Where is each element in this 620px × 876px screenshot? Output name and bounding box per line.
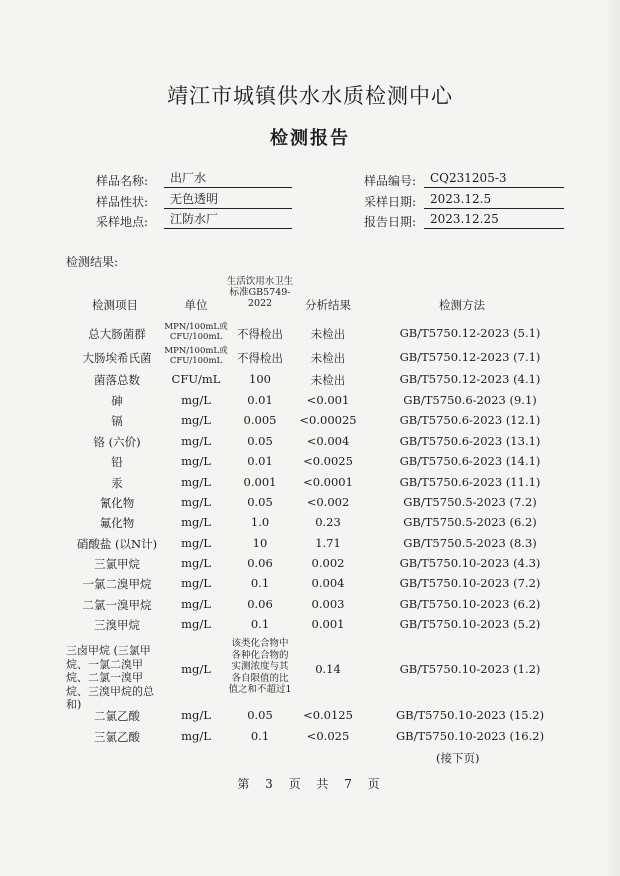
row-6-result: <0.0025 — [303, 454, 353, 468]
row-17-result: <0.025 — [306, 729, 350, 743]
row-0-item: 总大肠菌群 — [88, 327, 146, 341]
row-11-result: 0.002 — [311, 556, 345, 570]
row-8-result: <0.002 — [306, 495, 350, 509]
row-16-unit: mg/L — [181, 708, 211, 722]
row-2-result: 未检出 — [310, 373, 346, 387]
row-7-result: <0.0001 — [303, 475, 353, 489]
row-4-item: 镉 — [111, 414, 123, 428]
row-17-unit: mg/L — [181, 729, 211, 743]
row-15-unit: mg/L — [181, 662, 211, 676]
row-9-standard: 1.0 — [250, 515, 270, 529]
row-14-unit: mg/L — [181, 617, 211, 631]
row-15-item: 三卤甲烷 (三氯甲烷、一氯二溴甲烷、二氯一溴甲烷、三溴甲烷的总和) — [66, 644, 154, 711]
row-11-unit: mg/L — [181, 556, 211, 570]
header-unit: 单位 — [184, 298, 208, 312]
row-0-method: GB/T5750.12-2023 (5.1) — [399, 326, 541, 340]
row-10-standard: 10 — [252, 536, 268, 550]
row-13-method: GB/T5750.10-2023 (6.2) — [399, 597, 541, 611]
sample-no-label: 样品编号: — [363, 174, 416, 188]
row-6-item: 铅 — [111, 455, 123, 469]
report-date-label: 报告日期: — [363, 215, 416, 229]
row-1-standard: 不得检出 — [237, 351, 283, 365]
row-0-result: 未检出 — [310, 327, 346, 341]
row-7-item: 汞 — [111, 476, 123, 490]
page-number: 第 3 页 共 7 页 — [237, 777, 383, 791]
sampling-site-value: 江防水厂 — [164, 212, 292, 229]
row-5-item: 铬 (六价) — [93, 435, 141, 449]
row-11-standard: 0.06 — [247, 556, 273, 570]
row-13-item: 二氯一溴甲烷 — [82, 598, 152, 612]
row-16-standard: 0.05 — [247, 708, 273, 722]
row-5-method: GB/T5750.6-2023 (13.1) — [399, 434, 541, 448]
row-13-unit: mg/L — [181, 597, 211, 611]
row-8-method: GB/T5750.5-2023 (7.2) — [403, 495, 537, 509]
row-2-standard: 100 — [249, 372, 271, 386]
sampling-site-label: 采样地点: — [95, 215, 148, 229]
row-13-standard: 0.06 — [247, 597, 273, 611]
row-3-result: <0.001 — [306, 393, 350, 407]
row-15-standard: 该类化合物中各种化合物的实测浓度与其各自限值的比值之和不超过1 — [228, 638, 292, 695]
row-16-item: 二氯乙酸 — [94, 709, 140, 723]
row-10-unit: mg/L — [181, 536, 211, 550]
row-1-unit: MPN/100mL或CFU/100mL — [164, 346, 228, 366]
row-1-result: 未检出 — [310, 351, 346, 365]
row-9-method: GB/T5750.5-2023 (6.2) — [403, 515, 537, 529]
row-10-result: 1.71 — [315, 536, 341, 550]
row-15-method: GB/T5750.10-2023 (1.2) — [399, 662, 541, 676]
row-13-result: 0.003 — [311, 597, 345, 611]
sample-name-value: 出厂水 — [164, 171, 292, 188]
row-3-item: 砷 — [111, 394, 123, 408]
row-17-item: 三氯乙酸 — [94, 730, 140, 744]
row-1-method: GB/T5750.12-2023 (7.1) — [399, 350, 541, 364]
document-title: 检测报告 — [270, 128, 350, 149]
row-2-unit: CFU/mL — [171, 372, 221, 386]
header-method: 检测方法 — [439, 298, 485, 312]
sample-no-value: CQ231205-3 — [424, 171, 564, 188]
row-3-unit: mg/L — [181, 393, 211, 407]
row-10-method: GB/T5750.5-2023 (8.3) — [403, 536, 537, 550]
row-12-result: 0.004 — [311, 576, 345, 590]
row-4-result: <0.00025 — [299, 413, 357, 427]
row-11-method: GB/T5750.10-2023 (4.3) — [399, 556, 541, 570]
row-7-standard: 0.001 — [243, 475, 277, 489]
sample-name-label: 样品名称: — [95, 174, 148, 188]
header-item: 检测项目 — [92, 298, 138, 312]
row-9-unit: mg/L — [181, 515, 211, 529]
row-6-unit: mg/L — [181, 454, 211, 468]
row-12-method: GB/T5750.10-2023 (7.2) — [399, 576, 541, 590]
row-14-method: GB/T5750.10-2023 (5.2) — [399, 617, 541, 631]
row-7-method: GB/T5750.6-2023 (11.1) — [399, 475, 541, 489]
row-1-item: 大肠埃希氏菌 — [82, 351, 152, 365]
row-9-item: 氟化物 — [99, 516, 135, 530]
report-date-value: 2023.12.25 — [424, 212, 564, 229]
row-8-standard: 0.05 — [247, 495, 273, 509]
row-3-method: GB/T5750.6-2023 (9.1) — [403, 393, 537, 407]
row-5-result: <0.004 — [306, 434, 350, 448]
row-15-result: 0.14 — [315, 662, 341, 676]
row-17-method: GB/T5750.10-2023 (16.2) — [395, 729, 545, 743]
row-16-method: GB/T5750.10-2023 (15.2) — [395, 708, 545, 722]
row-12-standard: 0.1 — [250, 576, 270, 590]
row-2-method: GB/T5750.12-2023 (4.1) — [399, 372, 541, 386]
header-result: 分析结果 — [305, 298, 351, 312]
sample-nature-label: 样品性状: — [95, 195, 148, 209]
row-3-standard: 0.01 — [247, 393, 273, 407]
sampling-date-label: 采样日期: — [363, 195, 416, 209]
row-5-standard: 0.05 — [247, 434, 273, 448]
row-4-method: GB/T5750.6-2023 (12.1) — [399, 413, 541, 427]
row-11-item: 三氯甲烷 — [94, 557, 140, 571]
row-12-unit: mg/L — [181, 576, 211, 590]
row-0-standard: 不得检出 — [237, 327, 283, 341]
row-8-unit: mg/L — [181, 495, 211, 509]
sample-nature-value: 无色透明 — [164, 192, 292, 209]
row-14-standard: 0.1 — [250, 617, 270, 631]
row-4-standard: 0.005 — [243, 413, 277, 427]
row-10-item: 硝酸盐 (以N计) — [76, 537, 158, 551]
row-4-unit: mg/L — [181, 413, 211, 427]
row-9-result: 0.23 — [315, 515, 341, 529]
sampling-date-value: 2023.12.5 — [424, 192, 564, 209]
row-14-item: 三溴甲烷 — [94, 618, 140, 632]
row-12-item: 一氯二溴甲烷 — [82, 577, 152, 591]
row-7-unit: mg/L — [181, 475, 211, 489]
row-0-unit: MPN/100mL或CFU/100mL — [164, 322, 228, 342]
row-17-standard: 0.1 — [250, 729, 270, 743]
row-6-standard: 0.01 — [247, 454, 273, 468]
row-16-result: <0.0125 — [303, 708, 353, 722]
row-5-unit: mg/L — [181, 434, 211, 448]
results-label: 检测结果: — [66, 255, 119, 269]
row-8-item: 氰化物 — [99, 496, 135, 510]
organization-title: 靖江市城镇供水水质检测中心 — [167, 84, 453, 108]
header-standard: 生活饮用水卫生标准GB5749-2022 — [226, 276, 294, 309]
row-14-result: 0.001 — [311, 617, 345, 631]
row-2-item: 菌落总数 — [94, 373, 140, 387]
row-6-method: GB/T5750.6-2023 (14.1) — [399, 454, 541, 468]
continued-note: (接下页) — [436, 751, 480, 765]
